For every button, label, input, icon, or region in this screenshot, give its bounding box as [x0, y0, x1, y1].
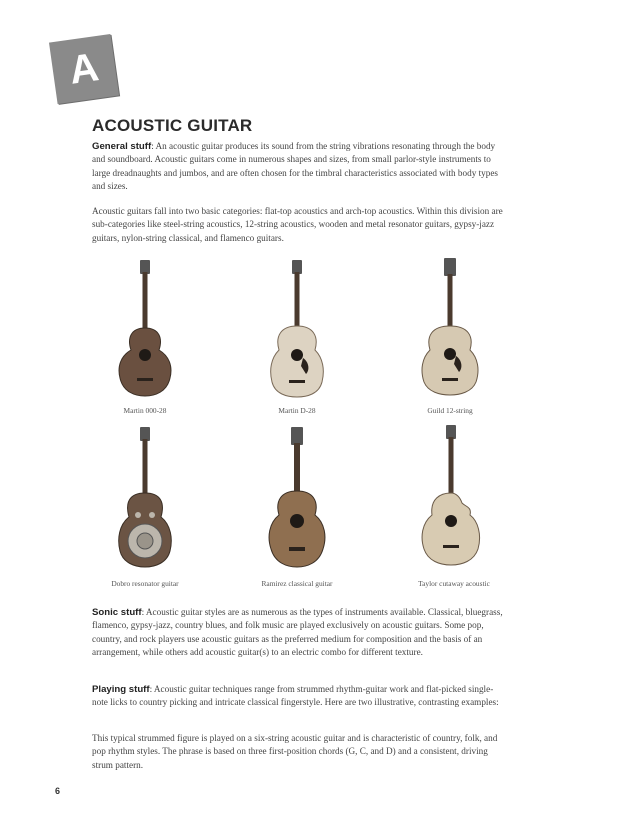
guitar-ramirez-classical-image [257, 425, 337, 570]
example-paragraph: This typical strummed figure is played on a six-string acoustic guitar and is characteristic of country, folk, and pop rhythm styles. The phrase is based on three first-position chords (G, C, and D) and a consistent, driving strum pattern. [92, 733, 498, 770]
playing-paragraph [92, 683, 504, 710]
guitar-caption: Taylor cutaway acoustic [418, 579, 490, 588]
guitar-caption: Martin 000-28 [123, 406, 167, 415]
categories-paragraph: Acoustic guitars fall into two basic categories: flat-top acoustics and arch-top acoustics. Within this division are sub-categories like steel-string acoustics, 12-string acoustics, wooden and metal resonator guitars, gypsy-jazz guitars, nylon-string classical, and flamenco guitars. [92, 206, 503, 243]
guitar-martin-000-28-image [105, 258, 185, 398]
playing-lead: Playing stuff [92, 684, 150, 695]
guitar-caption: Ramirez classical guitar [261, 579, 333, 588]
guitar-caption: Guild 12-string [427, 406, 473, 415]
guitar-caption: Dobro resonator guitar [111, 579, 179, 588]
guitar-dobro-resonator-image [105, 425, 185, 570]
guitar-caption: Martin D-28 [278, 406, 316, 415]
playing-text: : Acoustic guitar techniques range from strummed rhythm-guitar work and flat-picked single-note licks to country picking and intricate classical fingerstyle. Here are two illustrative, contrasting examples: [92, 684, 499, 708]
sonic-paragraph [92, 606, 504, 660]
intro-text: : An acoustic guitar produces its sound from the string vibrations resonating through the body and soundboard. Acoustic guitars come in numerous shapes and sizes, from small parlor-style instruments to large dreadnaughts and jumbos, and are often chosen for the timbral characteristics associated with body types and sizes. [92, 141, 498, 192]
intro-paragraph [92, 140, 504, 194]
guitar-guild-12-string-image [410, 256, 490, 396]
section-letter: A [66, 45, 102, 93]
page-title: ACOUSTIC GUITAR [92, 116, 253, 135]
sonic-text: : Acoustic guitar styles are as numerous as the types of instruments available. Classical, bluegrass, flamenco, gypsy-jazz, country blues, and folk music are played exclusively on acoustic guitars. Some pop, country, and rock players use acoustic guitars as the preferred medium for composition and the basis of an arrangement, while others add acoustic guitar(s) to an electric combo for different texture. [92, 607, 503, 658]
sonic-lead: Sonic stuff [92, 607, 142, 618]
guitar-taylor-cutaway-image [410, 423, 495, 571]
guitar-martin-d-28-image [257, 258, 337, 398]
intro-lead: General stuff [92, 141, 152, 152]
page-number: 6 [55, 786, 61, 796]
section-letter-badge [49, 34, 119, 104]
